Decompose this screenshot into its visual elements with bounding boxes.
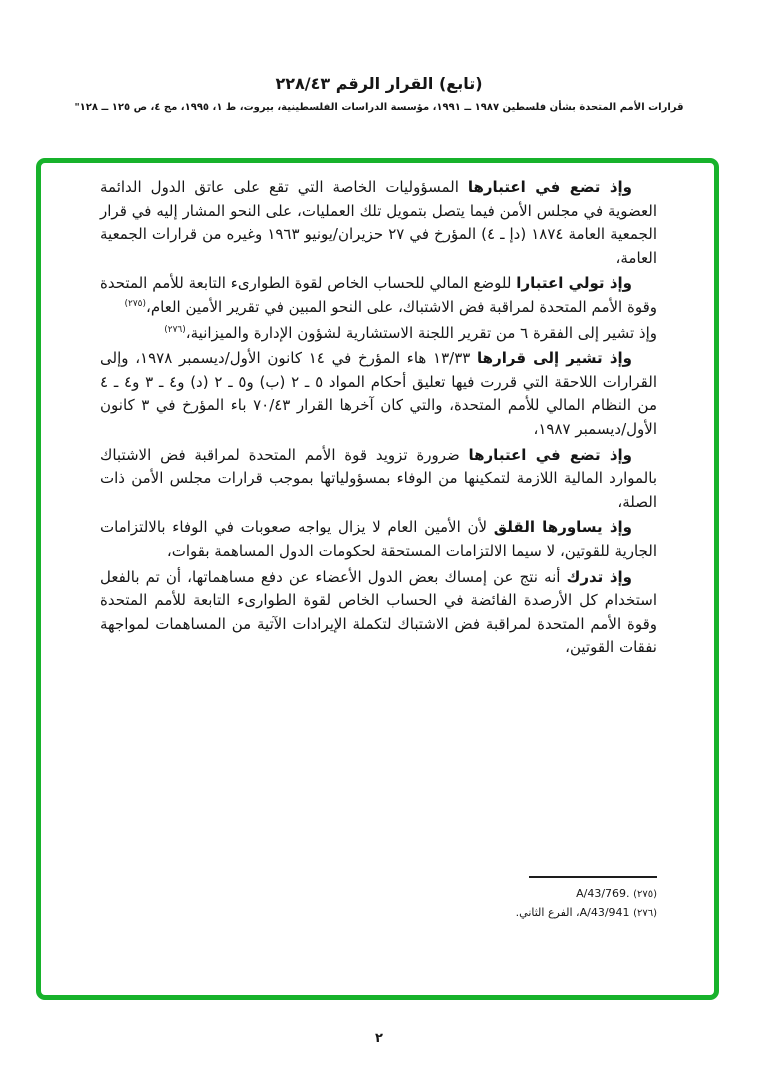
- page-title: (تابع) القرار الرقم ٢٢٨/٤٣: [275, 74, 483, 93]
- resolution-paragraph: [100, 566, 657, 660]
- footnote-marker: (٢٧٦): [633, 908, 657, 919]
- resolution-paragraph: [100, 322, 657, 346]
- paragraph-lead-phrase: وإذ تشير إلى قرارها: [477, 349, 632, 368]
- paragraph-lead-phrase: وإذ يساورها القلق: [493, 518, 633, 537]
- footnote-text: A/43/941، الفرع الثاني.: [515, 906, 630, 919]
- footnote: [100, 885, 657, 904]
- paragraph-text: أنه نتج عن إمساك بعض الدول الأعضاء عن دفع مساهماتها، أن تم بالفعل استخدام كل الأرصدة الفائضة في الحساب الخاص لقوة الطوارىء التابعة للأمم المتحدة وقوة الأمم المتحدة لمراقبة فض الاشتباك لتكملة الإيرادات الآتية من المساهمات لمواجهة نفقات القوتين،: [100, 567, 657, 657]
- page-number: ٢: [375, 1031, 383, 1046]
- paragraph-lead-phrase: وإذ تضع في اعتبارها: [467, 178, 633, 196]
- resolution-text: [100, 176, 657, 662]
- citation-line: قرارات الأمم المتحدة بشأن فلسطين ١٩٨٧ ــ ١٩٩١، مؤسسة الدراسات الفلسطينية، بيروت، ط ١، ١٩٩٥، مج ٤، ص ١٢٥ ــ ١٢٨": [74, 102, 684, 113]
- paragraph-lead-phrase: وإذ تدرك: [566, 567, 632, 586]
- paragraph-text: لأن الأمين العام لا يزال يواجه صعوبات في الوفاء بالالتزامات الجارية للقوتين، لا سيما الالتزامات المستحقة لحكومات الدول المساهمة بقوات،: [100, 518, 657, 560]
- paragraph-text: ١٣/٣٣ هاء المؤرخ في ١٤ كانون الأول/ديسمبر ١٩٧٨، وإلى القرارات اللاحقة التي قررت فيها تعليق أحكام المواد ٥ ـ ٢ (ب) و٥ ـ ٢ (د) و٤ ـ ٣ و٤ ـ ٤ من النظام المالي للأمم المتحدة، والتي كان آخرها القرار ٧٠/٤٣ باء المؤرخ في ٣ كانون الأول/ديسمبر ١٩٨٧،: [100, 349, 658, 438]
- footnote-divider: [529, 876, 657, 878]
- resolution-paragraph: [100, 444, 657, 515]
- resolution-paragraph: [100, 516, 657, 563]
- footnote: [100, 904, 657, 923]
- paragraph-lead-phrase: وإذ تضع في اعتبارها: [468, 445, 632, 464]
- footnote-text: A/43/769.: [576, 887, 630, 900]
- paragraph-text: المسؤوليات الخاصة التي تقع على عاتق الدول الدائمة العضوية في مجلس الأمن فيما يتصل بتمويل تلك العمليات، على النحو المشار إليه في قرار الجمعية العامة ١٨٧٤ (دإ ـ ٤) المؤرخ في ٢٧ حزيران/يونيو ١٩٦٣ وغيره من قرارات الجمعية العامة،: [100, 178, 658, 267]
- resolution-paragraph: [100, 176, 657, 270]
- footnote-marker: (٢٧٥): [633, 889, 657, 900]
- paragraph-lead-phrase: وإذ تولي اعتبارا: [516, 274, 633, 293]
- footnote-ref: (٢٧٦): [164, 324, 186, 335]
- paragraph-text: للوضع المالي للحساب الخاص لقوة الطوارىء التابعة للأمم المتحدة وقوة الأمم المتحدة لمراقبة فض الاشتباك، على النحو المبين في تقرير الأمين العام،: [100, 274, 657, 316]
- paragraph-text: وإذ تشير إلى الفقرة ٦ من تقرير اللجنة الاستشارية لشؤون الإدارة والميزانية،: [185, 323, 657, 342]
- footnote-list: [100, 885, 657, 923]
- resolution-paragraph: [100, 272, 657, 319]
- paragraph-text: ضرورة تزويد قوة الأمم المتحدة لمراقبة فض الاشتباك بالموارد المالية اللازمة لتمكينها من الوفاء بمسؤولياتها بموجب قرارات مجلس الأمن ذات الصلة،: [100, 445, 657, 511]
- document-header: [0, 74, 758, 113]
- footnotes-section: [100, 876, 657, 923]
- resolution-paragraph: [100, 347, 657, 441]
- footnote-ref: (٢٧٥): [124, 298, 147, 309]
